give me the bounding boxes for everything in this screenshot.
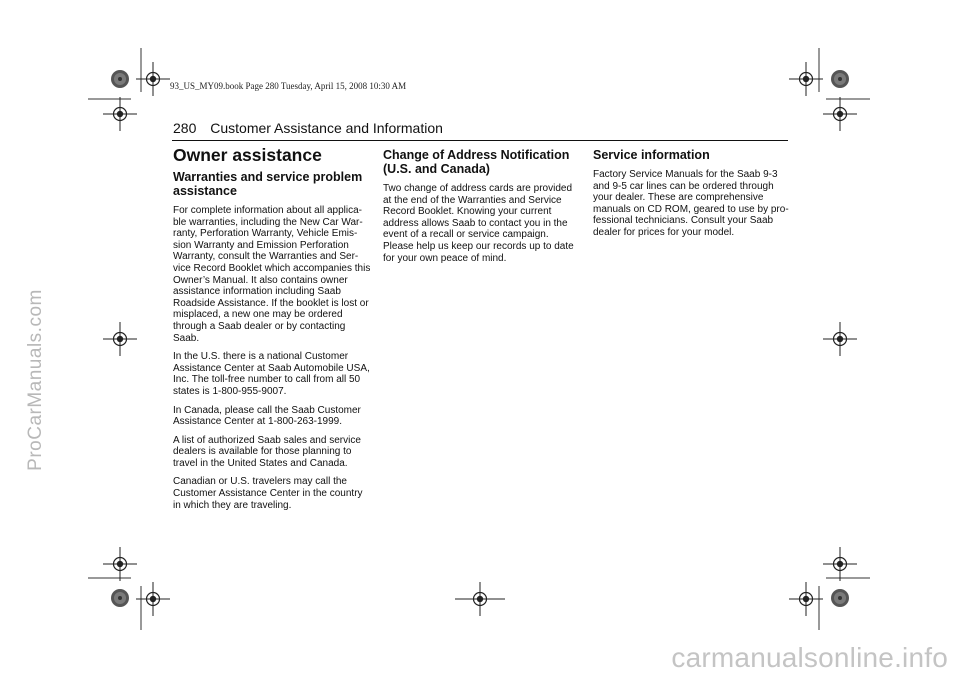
- header-divider: [172, 140, 788, 141]
- corner-dot-mark: [831, 589, 849, 607]
- column-change-of-address: [383, 145, 581, 271]
- corner-dot-mark: [111, 70, 129, 88]
- registration-mark: [103, 547, 137, 581]
- paragraph: In Canada, please call the Saab Customer Assistance Center at 1-800-263-1999.: [173, 404, 361, 428]
- registration-mark: [789, 582, 823, 616]
- registration-mark: [823, 97, 857, 131]
- page-number: 280: [173, 120, 197, 136]
- paragraph: Factory Service Manuals for the Saab 9-3 and 9-5 car lines can be ordered through your dealer. These are comprehensive manuals on CD ROM, geared to use by pro-fessional technicians. Consult your Saab dealer for prices for your model.: [593, 169, 789, 238]
- column-service-information: [593, 145, 791, 246]
- section-title: Customer Assistance and Information: [210, 120, 443, 136]
- column-owner-assistance: [173, 145, 371, 518]
- paragraph: In the U.S. there is a national Customer Assistance Center at Saab Automobile USA, Inc. The toll-free number to call from all 50 states is 1-800-955-9007.: [173, 351, 370, 397]
- corner-dot-mark: [831, 70, 849, 88]
- file-stamp: 93_US_MY09.book Page 280 Tuesday, April 15, 2008 10:30 AM: [170, 81, 407, 91]
- paragraph: Canadian or U.S. travelers may call the Customer Assistance Center in the country in which they are traveling.: [173, 476, 363, 511]
- change-of-address-heading: Change of Address Notification (U.S. and Canada): [383, 148, 570, 176]
- owner-assistance-title: Owner assistance: [173, 145, 322, 165]
- registration-mark: [823, 322, 857, 356]
- paragraph: Two change of address cards are provided at the end of the Warranties and Service Record Booklet. Knowing your current address allows Saab to contact you in the event of a recall or service campaign. Please help us keep our records up to date for your own peace of mind.: [383, 183, 574, 264]
- paragraph: A list of authorized Saab sales and service dealers is available for those planning to travel in the United States and Canada.: [173, 434, 361, 469]
- paragraph: For complete information about all applica-ble warranties, including the New Car War-ranty, Perforation Warranty, Vehicle Emis-sion Warranty and Emission Perforation Warranty, consult the Warranties and Ser-vice Record Booklet which accompanies this Owner’s Manual. It also contains owner assistance information including Saab Roadside Assistance. If the booklet is lost or misplaced, a new one may be ordered through a Saab dealer or by contacting Saab.: [173, 205, 371, 344]
- page-header: [173, 120, 443, 136]
- side-watermark: ProCarManuals.com: [25, 289, 46, 471]
- registration-mark: [789, 62, 823, 96]
- bottom-watermark: carmanualsonline.info: [671, 642, 948, 673]
- service-information-heading: Service information: [593, 148, 710, 162]
- registration-mark: [823, 547, 857, 581]
- registration-mark: [103, 97, 137, 131]
- warranties-heading: Warranties and service problem assistance: [173, 170, 363, 198]
- corner-dot-mark: [111, 589, 129, 607]
- registration-mark: [103, 322, 137, 356]
